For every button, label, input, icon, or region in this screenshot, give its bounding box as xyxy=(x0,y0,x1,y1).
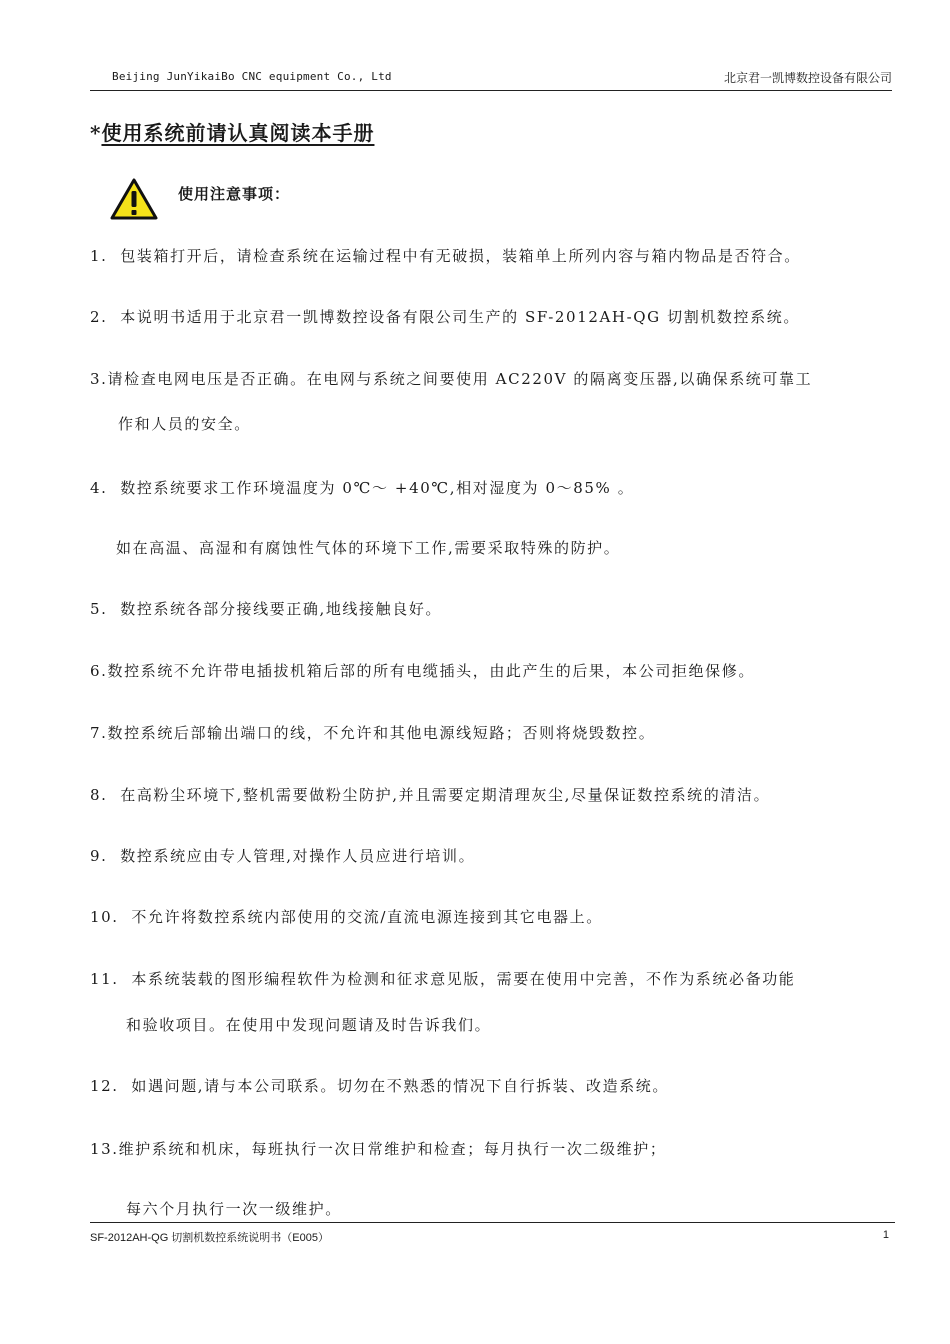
list-item xyxy=(90,598,442,619)
item-text: 本系统装载的图形编程软件为检测和征求意见版，需要在使用中完善，不作为系统必备功能 xyxy=(131,970,796,988)
item-text: 数控系统各部分接线要正确,地线接触良好。 xyxy=(120,600,443,618)
item-text: 数控系统要求工作环境温度为 0℃～ +40℃,相对湿度为 0～85% 。 xyxy=(120,479,635,497)
item-number: 10. xyxy=(90,908,119,926)
item-number: 7. xyxy=(90,724,108,742)
item-continuation: 如在高温、高湿和有腐蚀性气体的环境下工作,需要采取特殊的防护。 xyxy=(116,539,621,557)
warning-triangle-icon xyxy=(110,178,158,220)
item-text: 本说明书适用于北京君一凯博数控设备有限公司生产的 SF-2012AH-QG 切割机数控系统。 xyxy=(120,308,800,326)
item-number: 2. xyxy=(90,308,108,326)
item-number: 9. xyxy=(90,847,108,865)
item-number: 12. xyxy=(90,1077,119,1095)
item-text: 在高粉尘环境下,整机需要做粉尘防护,并且需要定期清理灰尘,尽量保证数控系统的清洁。 xyxy=(120,786,771,804)
header-company-english: Beijing JunYikaiBo CNC equipment Co., Ltd xyxy=(112,70,392,83)
list-item xyxy=(90,845,475,866)
item-text: 请检查电网电压是否正确。在电网与系统之间要使用 AC220V 的隔离变压器,以确保系统可靠工 xyxy=(107,370,813,388)
list-item xyxy=(90,306,800,327)
list-item xyxy=(90,968,795,989)
item-number: 13. xyxy=(90,1140,119,1158)
item-text: 数控系统不允许带电插拔机箱后部的所有电缆插头，由此产生的后果，本公司拒绝保修。 xyxy=(107,662,755,680)
list-item xyxy=(90,784,770,805)
list-item xyxy=(90,722,655,743)
title-text: 使用系统前请认真阅读本手册 xyxy=(101,121,375,145)
list-item xyxy=(90,906,603,927)
item-number: 8. xyxy=(90,786,108,804)
footer-document-title: SF-2012AH-QG 切割机数控系统说明书（E005） xyxy=(90,1232,329,1244)
item-continuation: 和验收项目。在使用中发现问题请及时告诉我们。 xyxy=(126,1016,492,1034)
page-header xyxy=(90,66,892,91)
list-item xyxy=(90,660,755,681)
item-number: 5. xyxy=(90,600,108,618)
item-number: 4. xyxy=(90,479,108,497)
page-footer xyxy=(90,1222,895,1244)
list-item xyxy=(90,1138,666,1159)
item-text: 包装箱打开后，请检查系统在运输过程中有无破损，装箱单上所列内容与箱内物品是否符合。 xyxy=(120,247,801,265)
list-item xyxy=(90,477,634,498)
item-number: 6. xyxy=(90,662,108,680)
title-star: * xyxy=(90,121,102,145)
list-item xyxy=(90,368,812,389)
item-number: 11. xyxy=(90,970,119,988)
list-item xyxy=(90,245,801,266)
item-text: 不允许将数控系统内部使用的交流/直流电源连接到其它电器上。 xyxy=(131,908,603,926)
item-text: 数控系统后部输出端口的线，不允许和其他电源线短路；否则将烧毁数控。 xyxy=(107,724,656,742)
item-continuation: 作和人员的安全。 xyxy=(118,415,251,433)
item-text: 数控系统应由专人管理,对操作人员应进行培训。 xyxy=(120,847,476,865)
item-number: 1. xyxy=(90,247,108,265)
page-title xyxy=(90,117,374,146)
header-company-chinese: 北京君一凯博数控设备有限公司 xyxy=(723,71,892,85)
page-number: 1 xyxy=(882,1229,889,1241)
notice-heading: 使用注意事项： xyxy=(178,185,291,203)
item-text: 如遇问题,请与本公司联系。切勿在不熟悉的情况下自行拆装、改造系统。 xyxy=(131,1077,669,1095)
item-text: 维护系统和机床，每班执行一次日常维护和检查；每月执行一次二级维护； xyxy=(118,1140,667,1158)
list-item xyxy=(90,1075,669,1096)
item-number: 3. xyxy=(90,370,108,388)
item-continuation: 每六个月执行一次一级维护。 xyxy=(126,1200,342,1218)
